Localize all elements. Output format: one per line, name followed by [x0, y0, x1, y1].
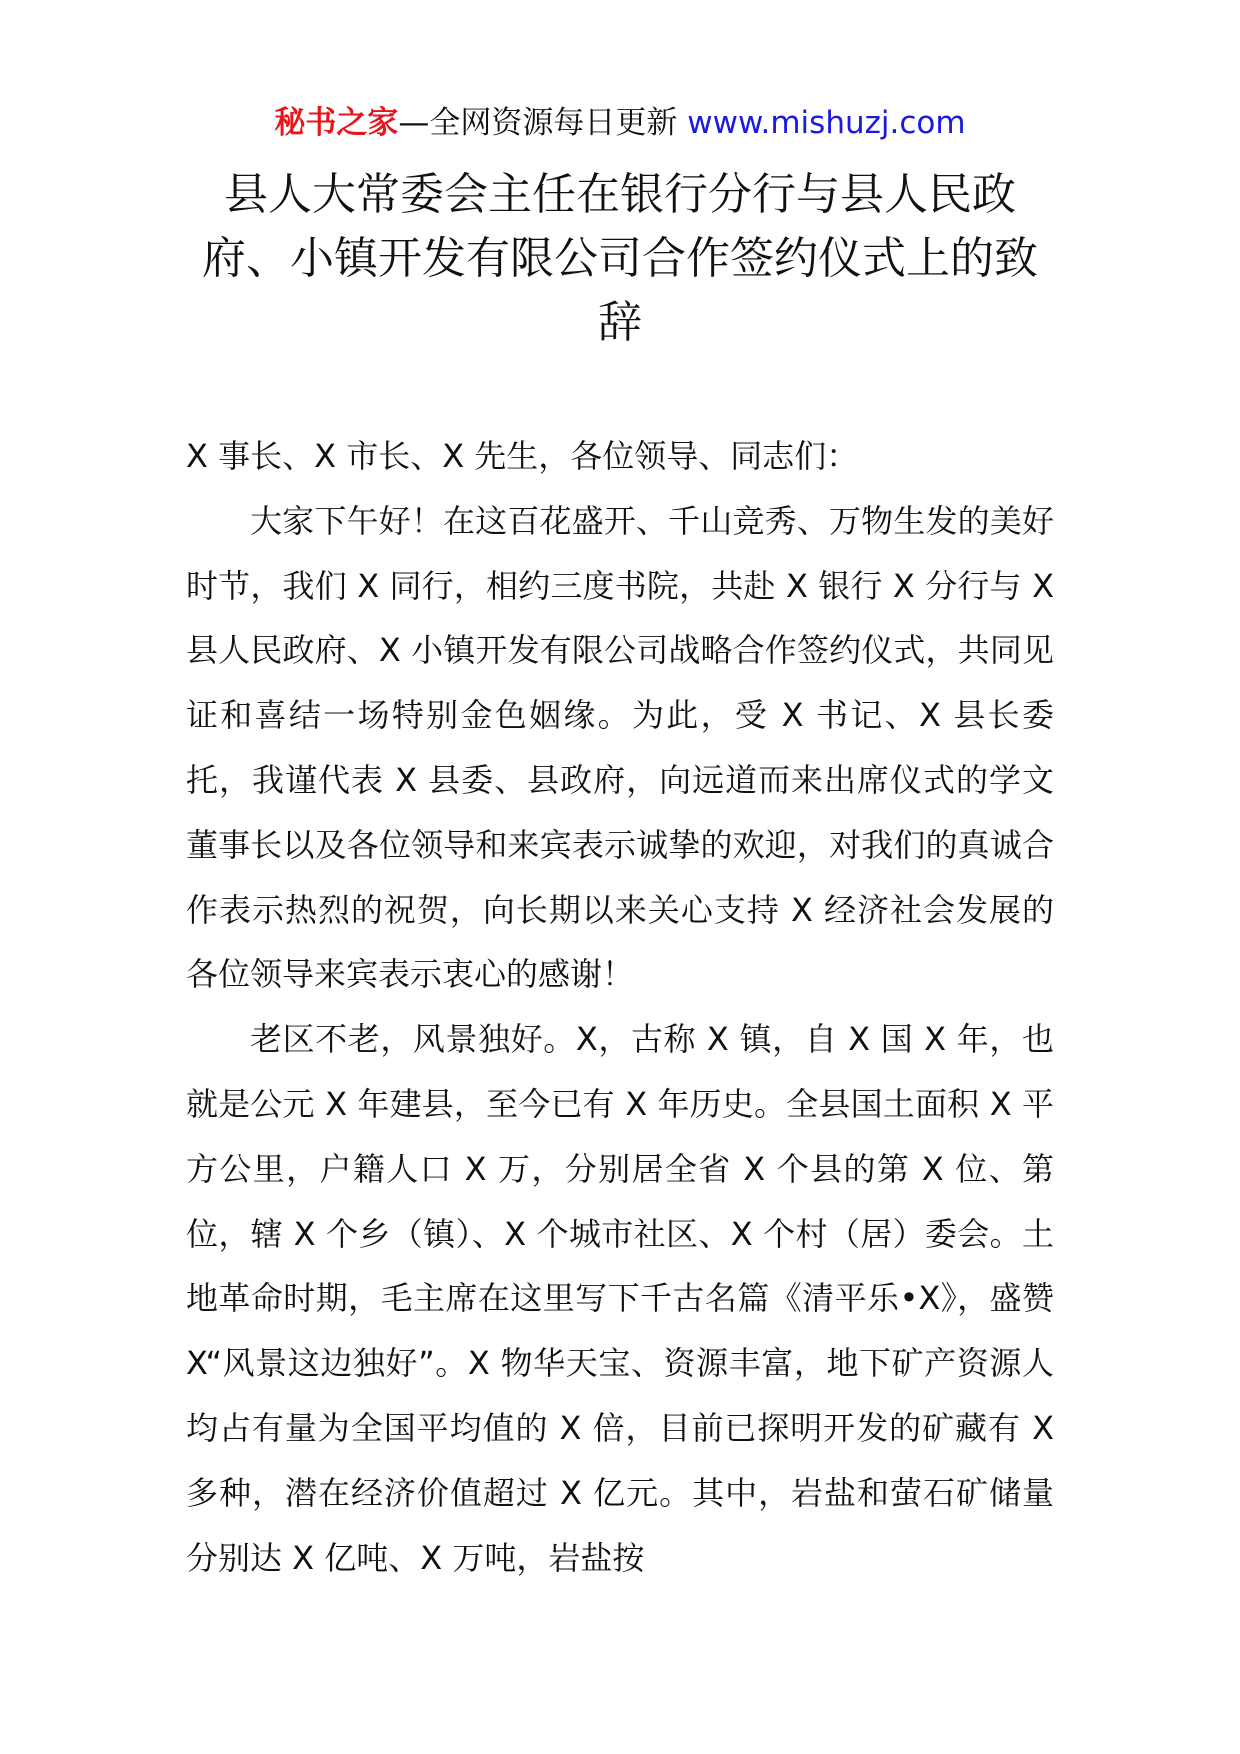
watermark-url: www.mishuzj.com	[687, 105, 966, 141]
paragraph: 老区不老，风景独好。X，古称 X 镇，自 X 国 X 年，也就是公元 X 年建县，至今已有 X 年历史。全县国土面积 X 平方公里，户籍人口 X 万，分别居全省 X 个县的第 X 位、第位，辖 X 个乡（镇）、X 个城市社区、X 个村（居）委会。土地革命时期，毛主席在这里写下千古名篇《清平乐•X》，盛赞 X“风景这边独好”。X 物华天宝、资源丰富，地下矿产资源人均占有量为全国平均值的 X 倍，目前已探明开发的矿藏有 X 多种，潜在经济价值超过 X 亿元。其中，岩盐和萤石矿储量分别达 X 亿吨、X 万吨，岩盐按	[186, 1020, 1054, 1577]
salutation: X 事长、X 市长、X 先生，各位领导、同志们：	[186, 437, 859, 475]
watermark-header	[0, 100, 1240, 146]
watermark-brand: 秘书之家	[274, 105, 399, 141]
watermark-slogan: —全网资源每日更新	[398, 105, 688, 141]
paragraph: 大家下午好！在这百花盛开、千山竞秀、万物生发的美好时节，我们 X 同行，相约三度书院，共赴 X 银行 X 分行与 X 县人民政府、X 小镇开发有限公司战略合作签约仪式，共同见证和喜结一场特别金色姻缘。为此，受 X 书记、X 县长委托，我谨代表 X 县委、县政府，向远道而来出席仪式的学文董事长以及各位领导和来宾表示诚挚的欢迎，对我们的真诚合作表示热烈的祝贺，向长期以来关心支持 X 经济社会发展的各位领导来宾表示衷心的感谢！	[186, 501, 1054, 994]
document-body	[186, 424, 1054, 1590]
document-title: 县人大常委会主任在银行分行与县人民政府、小镇开发有限公司合作签约仪式上的致辞	[202, 169, 1038, 348]
